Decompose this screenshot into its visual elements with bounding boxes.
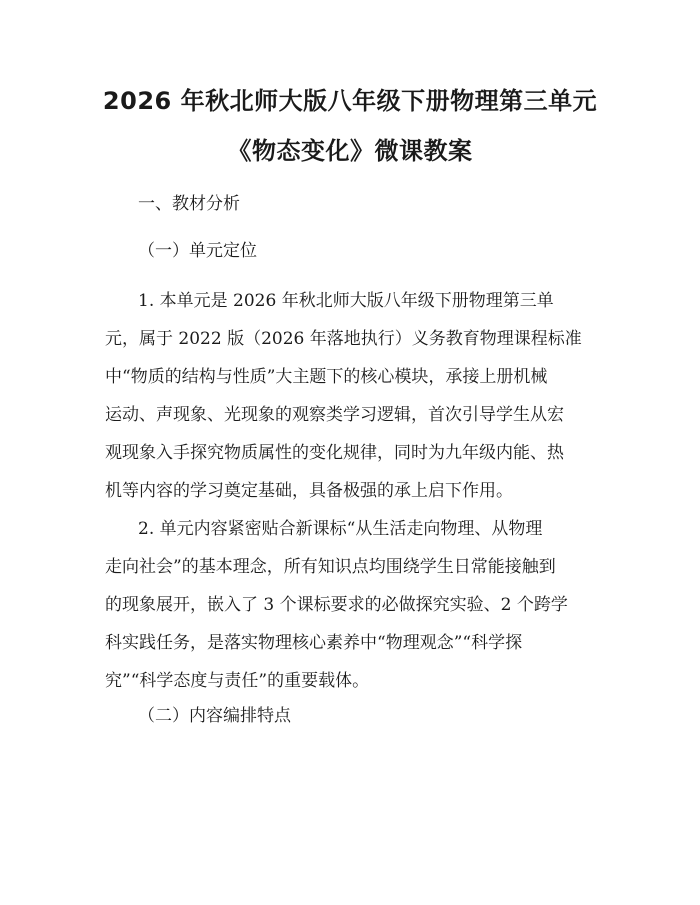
- paragraph-line: 究”“科学态度与责任”的重要载体。: [105, 671, 370, 691]
- paragraph-line: 1. 本单元是 2026 年秋北师大版八年级下册物理第三单: [138, 291, 554, 311]
- paragraph-line: 观现象入手探究物质属性的变化规律，同时为九年级内能、热: [105, 443, 564, 463]
- paragraph-line: 中“物质的结构与性质”大主题下的核心模块，承接上册机械: [105, 367, 548, 387]
- paragraph-line: 机等内容的学习奠定基础，具备极强的承上启下作用。: [105, 481, 513, 501]
- paragraph-line: 走向社会”的基本理念，所有知识点均围绕学生日常能接触到: [105, 557, 556, 577]
- paragraph-unit-positioning: [105, 282, 595, 510]
- document-title-line-1: 2026 年秋北师大版八年级下册物理第三单元: [102, 87, 598, 115]
- paragraph-line: 科实践任务，是落实物理核心素养中“物理观念”“科学探: [105, 633, 523, 653]
- document-title-line-2: 《物态变化》微课教案: [227, 137, 473, 165]
- paragraph-line: 的现象展开，嵌入了 3 个课标要求的必做探究实验、2 个跨学: [105, 595, 568, 615]
- paragraph-line: 2. 单元内容紧密贴合新课标“从生活走向物理、从物理: [138, 519, 543, 539]
- paragraph-curriculum-alignment: [105, 510, 595, 700]
- subsection-heading-unit-positioning: （一）单元定位: [138, 241, 257, 261]
- section-heading-textbook-analysis: 一、教材分析: [138, 194, 240, 214]
- paragraph-line: 运动、声现象、光现象的观察类学习逻辑，首次引导学生从宏: [105, 405, 564, 425]
- paragraph-line: 元，属于 2022 版（2026 年落地执行）义务教育物理课程标准: [105, 329, 582, 349]
- subsection-heading-content-arrangement: （二）内容编排特点: [138, 706, 291, 726]
